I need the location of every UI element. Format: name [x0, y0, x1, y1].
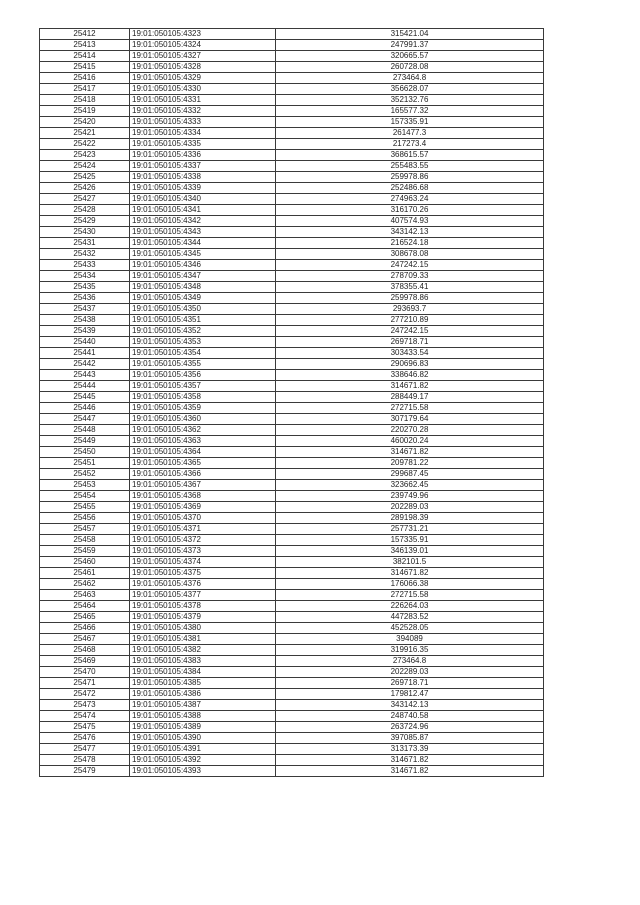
row-number: 25441 [40, 348, 130, 359]
table-row [40, 689, 544, 700]
table-row [40, 755, 544, 766]
row-number: 25466 [40, 623, 130, 634]
table-row [40, 161, 544, 172]
cadastral-value: 314671.82 [276, 568, 544, 579]
cadastral-number: 19:01:050105:4347 [130, 271, 276, 282]
cadastral-number: 19:01:050105:4341 [130, 205, 276, 216]
table-row [40, 150, 544, 161]
cadastral-number: 19:01:050105:4364 [130, 447, 276, 458]
table-row [40, 293, 544, 304]
cadastral-value: 278709.33 [276, 271, 544, 282]
table-row [40, 216, 544, 227]
cadastral-value: 452528.05 [276, 623, 544, 634]
cadastral-number: 19:01:050105:4359 [130, 403, 276, 414]
row-number: 25439 [40, 326, 130, 337]
cadastral-value: 314671.82 [276, 447, 544, 458]
row-number: 25415 [40, 62, 130, 73]
cadastral-value: 313173.39 [276, 744, 544, 755]
cadastral-number: 19:01:050105:4330 [130, 84, 276, 95]
cadastral-number: 19:01:050105:4393 [130, 766, 276, 777]
cadastral-number: 19:01:050105:4339 [130, 183, 276, 194]
cadastral-number: 19:01:050105:4385 [130, 678, 276, 689]
cadastral-value: 315421.04 [276, 29, 544, 40]
row-number: 25464 [40, 601, 130, 612]
cadastral-value: 157335.91 [276, 535, 544, 546]
row-number: 25420 [40, 117, 130, 128]
table-row [40, 337, 544, 348]
row-number: 25448 [40, 425, 130, 436]
cadastral-value: 274963.24 [276, 194, 544, 205]
cadastral-value: 252486.68 [276, 183, 544, 194]
row-number: 25465 [40, 612, 130, 623]
row-number: 25423 [40, 150, 130, 161]
table-row [40, 579, 544, 590]
table-row [40, 458, 544, 469]
cadastral-number: 19:01:050105:4324 [130, 40, 276, 51]
cadastral-number: 19:01:050105:4379 [130, 612, 276, 623]
row-number: 25458 [40, 535, 130, 546]
row-number: 25429 [40, 216, 130, 227]
table-row [40, 524, 544, 535]
row-number: 25471 [40, 678, 130, 689]
row-number: 25446 [40, 403, 130, 414]
table-row [40, 62, 544, 73]
table-row [40, 381, 544, 392]
cadastral-number: 19:01:050105:4356 [130, 370, 276, 381]
cadastral-value: 346139.01 [276, 546, 544, 557]
cadastral-value: 202289.03 [276, 667, 544, 678]
cadastral-number: 19:01:050105:4342 [130, 216, 276, 227]
cadastral-value: 273464.8 [276, 656, 544, 667]
table-row [40, 667, 544, 678]
row-number: 25418 [40, 95, 130, 106]
cadastral-value: 368615.57 [276, 150, 544, 161]
table-row [40, 623, 544, 634]
table-row [40, 766, 544, 777]
table-row [40, 634, 544, 645]
table-row [40, 711, 544, 722]
cadastral-value: 307179.64 [276, 414, 544, 425]
row-number: 25451 [40, 458, 130, 469]
cadastral-value: 216524.18 [276, 238, 544, 249]
cadastral-value: 460020.24 [276, 436, 544, 447]
cadastral-value: 157335.91 [276, 117, 544, 128]
table-row [40, 403, 544, 414]
row-number: 25478 [40, 755, 130, 766]
row-number: 25456 [40, 513, 130, 524]
row-number: 25468 [40, 645, 130, 656]
cadastral-value: 343142.13 [276, 700, 544, 711]
row-number: 25477 [40, 744, 130, 755]
row-number: 25470 [40, 667, 130, 678]
table-row [40, 106, 544, 117]
cadastral-value-table [39, 28, 544, 777]
table-body [40, 29, 544, 777]
cadastral-value: 248740.58 [276, 711, 544, 722]
cadastral-value: 397085.87 [276, 733, 544, 744]
cadastral-number: 19:01:050105:4332 [130, 106, 276, 117]
cadastral-number: 19:01:050105:4329 [130, 73, 276, 84]
table-row [40, 205, 544, 216]
row-number: 25413 [40, 40, 130, 51]
cadastral-number: 19:01:050105:4338 [130, 172, 276, 183]
table-row [40, 40, 544, 51]
cadastral-number: 19:01:050105:4387 [130, 700, 276, 711]
row-number: 25430 [40, 227, 130, 238]
cadastral-number: 19:01:050105:4389 [130, 722, 276, 733]
cadastral-number: 19:01:050105:4381 [130, 634, 276, 645]
cadastral-value: 273464.8 [276, 73, 544, 84]
cadastral-number: 19:01:050105:4362 [130, 425, 276, 436]
cadastral-value: 303433.54 [276, 348, 544, 359]
cadastral-value: 272715.58 [276, 590, 544, 601]
row-number: 25434 [40, 271, 130, 282]
cadastral-number: 19:01:050105:4388 [130, 711, 276, 722]
row-number: 25416 [40, 73, 130, 84]
table-row [40, 117, 544, 128]
cadastral-value: 352132.76 [276, 95, 544, 106]
row-number: 25469 [40, 656, 130, 667]
table-row [40, 29, 544, 40]
cadastral-value: 314671.82 [276, 766, 544, 777]
table-row [40, 326, 544, 337]
cadastral-value: 290696.83 [276, 359, 544, 370]
table-row [40, 612, 544, 623]
cadastral-number: 19:01:050105:4327 [130, 51, 276, 62]
cadastral-value: 239749.96 [276, 491, 544, 502]
row-number: 25457 [40, 524, 130, 535]
cadastral-value: 260728.08 [276, 62, 544, 73]
table-row [40, 84, 544, 95]
table-row [40, 535, 544, 546]
cadastral-value: 378355.41 [276, 282, 544, 293]
table-row [40, 238, 544, 249]
cadastral-number: 19:01:050105:4365 [130, 458, 276, 469]
table-row [40, 469, 544, 480]
cadastral-value: 343142.13 [276, 227, 544, 238]
cadastral-number: 19:01:050105:4352 [130, 326, 276, 337]
table-row [40, 700, 544, 711]
cadastral-value: 269718.71 [276, 337, 544, 348]
row-number: 25467 [40, 634, 130, 645]
cadastral-value: 261477.3 [276, 128, 544, 139]
row-number: 25442 [40, 359, 130, 370]
row-number: 25427 [40, 194, 130, 205]
table-row [40, 392, 544, 403]
cadastral-value: 259978.86 [276, 172, 544, 183]
cadastral-number: 19:01:050105:4354 [130, 348, 276, 359]
cadastral-value: 407574.93 [276, 216, 544, 227]
cadastral-number: 19:01:050105:4357 [130, 381, 276, 392]
row-number: 25450 [40, 447, 130, 458]
row-number: 25436 [40, 293, 130, 304]
cadastral-number: 19:01:050105:4380 [130, 623, 276, 634]
cadastral-value: 447283.52 [276, 612, 544, 623]
table-row [40, 271, 544, 282]
row-number: 25425 [40, 172, 130, 183]
table-row [40, 491, 544, 502]
cadastral-number: 19:01:050105:4335 [130, 139, 276, 150]
cadastral-number: 19:01:050105:4360 [130, 414, 276, 425]
table-row [40, 733, 544, 744]
cadastral-value: 272715.58 [276, 403, 544, 414]
cadastral-value: 220270.28 [276, 425, 544, 436]
cadastral-value: 382101.5 [276, 557, 544, 568]
row-number: 25419 [40, 106, 130, 117]
cadastral-number: 19:01:050105:4349 [130, 293, 276, 304]
table-row [40, 678, 544, 689]
row-number: 25476 [40, 733, 130, 744]
table-row [40, 282, 544, 293]
cadastral-number: 19:01:050105:4374 [130, 557, 276, 568]
table-row [40, 722, 544, 733]
cadastral-value: 217273.4 [276, 139, 544, 150]
cadastral-value: 314671.82 [276, 755, 544, 766]
cadastral-value: 226264.03 [276, 601, 544, 612]
cadastral-number: 19:01:050105:4377 [130, 590, 276, 601]
cadastral-number: 19:01:050105:4328 [130, 62, 276, 73]
row-number: 25424 [40, 161, 130, 172]
table-row [40, 645, 544, 656]
table-row [40, 172, 544, 183]
cadastral-number: 19:01:050105:4366 [130, 469, 276, 480]
cadastral-number: 19:01:050105:4334 [130, 128, 276, 139]
table-row [40, 260, 544, 271]
cadastral-number: 19:01:050105:4391 [130, 744, 276, 755]
table-row [40, 546, 544, 557]
table-row [40, 249, 544, 260]
table-row [40, 370, 544, 381]
cadastral-value: 299687.45 [276, 469, 544, 480]
cadastral-number: 19:01:050105:4384 [130, 667, 276, 678]
cadastral-number: 19:01:050105:4346 [130, 260, 276, 271]
cadastral-number: 19:01:050105:4378 [130, 601, 276, 612]
cadastral-value: 314671.82 [276, 381, 544, 392]
row-number: 25438 [40, 315, 130, 326]
row-number: 25459 [40, 546, 130, 557]
row-number: 25412 [40, 29, 130, 40]
row-number: 25463 [40, 590, 130, 601]
cadastral-value: 255483.55 [276, 161, 544, 172]
cadastral-number: 19:01:050105:4383 [130, 656, 276, 667]
cadastral-value: 308678.08 [276, 249, 544, 260]
cadastral-number: 19:01:050105:4369 [130, 502, 276, 513]
table-row [40, 414, 544, 425]
table-row [40, 425, 544, 436]
row-number: 25453 [40, 480, 130, 491]
table-row [40, 568, 544, 579]
table-row [40, 557, 544, 568]
cadastral-number: 19:01:050105:4373 [130, 546, 276, 557]
cadastral-value: 247242.15 [276, 326, 544, 337]
cadastral-number: 19:01:050105:4375 [130, 568, 276, 579]
table-row [40, 744, 544, 755]
row-number: 25444 [40, 381, 130, 392]
cadastral-value: 320665.57 [276, 51, 544, 62]
cadastral-value: 247991.37 [276, 40, 544, 51]
table-row [40, 95, 544, 106]
cadastral-value: 356628.07 [276, 84, 544, 95]
row-number: 25454 [40, 491, 130, 502]
row-number: 25472 [40, 689, 130, 700]
table-row [40, 601, 544, 612]
cadastral-number: 19:01:050105:4331 [130, 95, 276, 106]
cadastral-value: 319916.35 [276, 645, 544, 656]
row-number: 25474 [40, 711, 130, 722]
table-row [40, 447, 544, 458]
row-number: 25449 [40, 436, 130, 447]
cadastral-value: 202289.03 [276, 502, 544, 513]
table-row [40, 183, 544, 194]
cadastral-number: 19:01:050105:4355 [130, 359, 276, 370]
cadastral-number: 19:01:050105:4372 [130, 535, 276, 546]
table-row [40, 348, 544, 359]
cadastral-number: 19:01:050105:4345 [130, 249, 276, 260]
cadastral-value: 316170.26 [276, 205, 544, 216]
cadastral-number: 19:01:050105:4390 [130, 733, 276, 744]
row-number: 25473 [40, 700, 130, 711]
cadastral-value: 338646.82 [276, 370, 544, 381]
cadastral-number: 19:01:050105:4348 [130, 282, 276, 293]
row-number: 25461 [40, 568, 130, 579]
row-number: 25447 [40, 414, 130, 425]
cadastral-value: 263724.96 [276, 722, 544, 733]
table-row [40, 194, 544, 205]
row-number: 25440 [40, 337, 130, 348]
row-number: 25475 [40, 722, 130, 733]
table-row [40, 128, 544, 139]
cadastral-number: 19:01:050105:4363 [130, 436, 276, 447]
cadastral-number: 19:01:050105:4337 [130, 161, 276, 172]
row-number: 25428 [40, 205, 130, 216]
row-number: 25460 [40, 557, 130, 568]
row-number: 25433 [40, 260, 130, 271]
row-number: 25435 [40, 282, 130, 293]
cadastral-number: 19:01:050105:4370 [130, 513, 276, 524]
row-number: 25455 [40, 502, 130, 513]
table-row [40, 656, 544, 667]
cadastral-value: 257731.21 [276, 524, 544, 535]
cadastral-number: 19:01:050105:4386 [130, 689, 276, 700]
cadastral-value: 165577.32 [276, 106, 544, 117]
cadastral-number: 19:01:050105:4353 [130, 337, 276, 348]
cadastral-value: 277210.89 [276, 315, 544, 326]
cadastral-number: 19:01:050105:4344 [130, 238, 276, 249]
table-row [40, 359, 544, 370]
table-row [40, 480, 544, 491]
row-number: 25462 [40, 579, 130, 590]
cadastral-value: 269718.71 [276, 678, 544, 689]
cadastral-number: 19:01:050105:4376 [130, 579, 276, 590]
row-number: 25443 [40, 370, 130, 381]
cadastral-value: 209781.22 [276, 458, 544, 469]
table-row [40, 502, 544, 513]
cadastral-number: 19:01:050105:4371 [130, 524, 276, 535]
row-number: 25414 [40, 51, 130, 62]
table-row [40, 513, 544, 524]
cadastral-number: 19:01:050105:4336 [130, 150, 276, 161]
cadastral-value: 394089 [276, 634, 544, 645]
cadastral-value: 259978.86 [276, 293, 544, 304]
row-number: 25426 [40, 183, 130, 194]
cadastral-value: 288449.17 [276, 392, 544, 403]
cadastral-value: 289198.39 [276, 513, 544, 524]
cadastral-number: 19:01:050105:4358 [130, 392, 276, 403]
cadastral-value: 179812.47 [276, 689, 544, 700]
cadastral-value: 323662.45 [276, 480, 544, 491]
row-number: 25422 [40, 139, 130, 150]
row-number: 25417 [40, 84, 130, 95]
row-number: 25437 [40, 304, 130, 315]
cadastral-number: 19:01:050105:4392 [130, 755, 276, 766]
cadastral-value: 247242.15 [276, 260, 544, 271]
cadastral-number: 19:01:050105:4382 [130, 645, 276, 656]
cadastral-number: 19:01:050105:4333 [130, 117, 276, 128]
table-row [40, 227, 544, 238]
cadastral-number: 19:01:050105:4367 [130, 480, 276, 491]
row-number: 25432 [40, 249, 130, 260]
table-row [40, 304, 544, 315]
cadastral-number: 19:01:050105:4343 [130, 227, 276, 238]
cadastral-value: 176066.38 [276, 579, 544, 590]
table-row [40, 436, 544, 447]
table-row [40, 139, 544, 150]
cadastral-number: 19:01:050105:4340 [130, 194, 276, 205]
cadastral-number: 19:01:050105:4323 [130, 29, 276, 40]
row-number: 25452 [40, 469, 130, 480]
cadastral-value: 293693.7 [276, 304, 544, 315]
row-number: 25421 [40, 128, 130, 139]
row-number: 25445 [40, 392, 130, 403]
table-row [40, 51, 544, 62]
cadastral-number: 19:01:050105:4351 [130, 315, 276, 326]
cadastral-number: 19:01:050105:4368 [130, 491, 276, 502]
cadastral-number: 19:01:050105:4350 [130, 304, 276, 315]
row-number: 25431 [40, 238, 130, 249]
table-row [40, 590, 544, 601]
row-number: 25479 [40, 766, 130, 777]
table-row [40, 315, 544, 326]
table-row [40, 73, 544, 84]
